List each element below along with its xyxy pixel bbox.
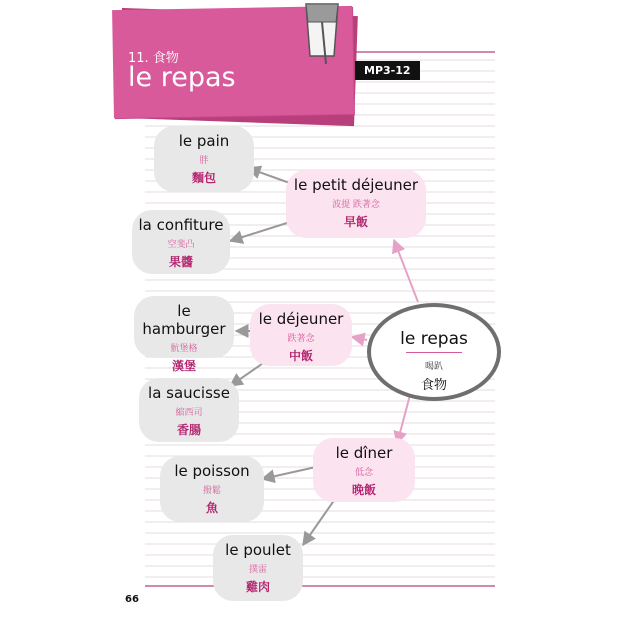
card-chinese: 中飯 — [288, 349, 313, 363]
card-french: le déjeuner — [258, 310, 344, 328]
center-phonetic: 喝趴 — [424, 362, 443, 372]
card-french: le petit déjeuner — [293, 176, 419, 194]
card-phonetic: 撥鬆 — [202, 486, 221, 496]
card-french: le dîner — [335, 444, 393, 462]
card-chinese: 魚 — [205, 501, 218, 515]
card-petit-dejeuner — [286, 170, 426, 238]
card-phonetic: 縮西司 — [175, 408, 203, 418]
arrow-repas-to-petit-dejeuner — [394, 240, 418, 302]
card-chinese: 早飯 — [343, 215, 368, 229]
card-pain — [154, 126, 254, 192]
card-phonetic: 空斐凸 — [167, 240, 195, 250]
arrow-petit-dejeuner-to-confiture — [230, 222, 290, 241]
card-chinese: 晚飯 — [351, 483, 376, 497]
card-french: le poisson — [174, 462, 250, 480]
card-phonetic: 撲雷 — [248, 565, 267, 575]
center-underline — [406, 352, 462, 353]
card-french: le hamburger — [142, 302, 226, 338]
card-saucisse — [139, 378, 239, 442]
card-french: le pain — [178, 132, 230, 150]
center-topic — [367, 303, 501, 401]
card-french: le poulet — [225, 541, 291, 559]
card-chinese: 麵包 — [191, 171, 216, 185]
card-confiture — [132, 210, 230, 274]
card-dejeuner — [250, 304, 352, 366]
card-poulet — [213, 535, 303, 601]
arrow-repas-to-diner — [397, 395, 410, 444]
arrow-repas-to-dejeuner — [352, 337, 367, 340]
card-chinese: 香腸 — [176, 423, 201, 437]
arrow-diner-to-poulet — [303, 499, 335, 545]
card-chinese: 漢堡 — [171, 359, 196, 373]
card-diner — [313, 438, 415, 502]
card-french: la confiture — [138, 216, 224, 234]
card-chinese: 果醬 — [168, 255, 193, 269]
center-french: le repas — [400, 329, 468, 349]
card-chinese: 雞肉 — [245, 580, 270, 594]
arrow-diner-to-poisson — [262, 467, 316, 479]
card-phonetic: 跌著念 — [287, 334, 315, 344]
center-chinese: 食物 — [420, 378, 447, 393]
lesson-number: 11. 食物 — [128, 51, 179, 66]
card-hamburger — [134, 296, 234, 373]
card-phonetic: 骯堡格 — [170, 344, 198, 354]
card-french: la saucisse — [148, 384, 230, 402]
page-number: 66 — [125, 594, 139, 605]
card-phonetic: 波提 跌著念 — [332, 200, 380, 210]
audio-track-badge[interactable]: MP3-12 — [355, 61, 420, 80]
page-title: le repas — [128, 62, 236, 93]
card-phonetic: 低念 — [354, 468, 373, 478]
card-poisson — [160, 456, 264, 522]
card-phonetic: 胖 — [199, 156, 209, 166]
